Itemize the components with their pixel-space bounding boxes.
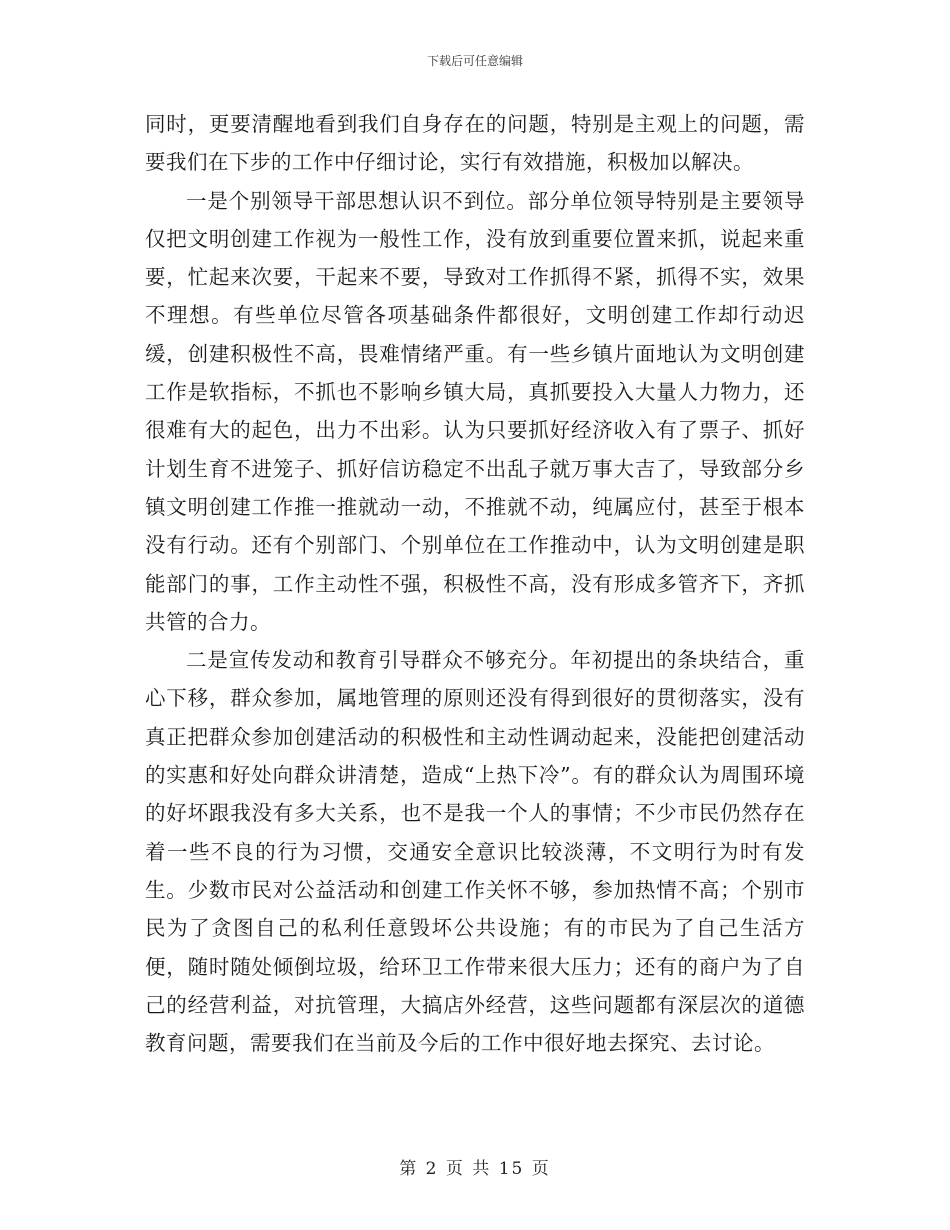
page-header: 下载后可任意编辑: [426, 54, 523, 68]
page-number: 第 2 页 共 15 页: [399, 1159, 551, 1179]
paragraph-publicity-issue: 二是宣传发动和教育引导群众不够充分。年初提出的条块结合，重心下移，群众参加，属地管理的原则还没有得到很好的贯彻落实，没有真正把群众参加创建活动的积极性和主动性调动起来，没能把创建活动的实惠和好处向群众讲清楚，造成“上热下冷”。有的群众认为周围环境的好坏跟我没有多大关系，也不是我一个人的事情；不少市民仍然存在着一些不良的行为习惯，交通安全意识比较淡薄，不文明行为时有发生。少数市民对公益活动和创建工作关怀不够，参加热情不高；个别市民为了贪图自己的私利任意毁坏公共设施；有的市民为了自己生活方便，随时随处倾倒垃圾，给环卫工作带来很大压力；还有的商户为了自己的经营利益，对抗管理，大搞店外经营，这些问题都有深层次的道德教育问题，需要我们在当前及今后的工作中很好地去探究、去讨论。: [145, 648, 805, 1056]
paragraph-continuation: 同时，更要清醒地看到我们自身存在的问题，特别是主观上的问题，需要我们在下步的工作中仔细讨论，实行有效措施，积极加以解决。: [145, 112, 805, 175]
paragraph-leadership-issue: 一是个别领导干部思想认识不到位。部分单位领导特别是主要领导仅把文明创建工作视为一般性工作，没有放到重要位置来抓，说起来重要，忙起来次要，干起来不要，导致对工作抓得不紧，抓得不实，效果不理想。有些单位尽管各项基础条件都很好，文明创建工作却行动迟缓，创建积极性不高，畏难情绪严重。有一些乡镇片面地认为文明创建工作是软指标，不抓也不影响乡镇大局，真抓要投入大量人力物力，还很难有大的起色，出力不出彩。认为只要抓好经济收入有了票子、抓好计划生育不进笼子、抓好信访稳定不出乱子就万事大吉了，导致部分乡镇文明创建工作推一推就动一动，不推就不动，纯属应付，甚至于根本没有行动。还有个别部门、个别单位在工作推动中，认为文明创建是职能部门的事，工作主动性不强，积极性不高，没有形成多管齐下，齐抓共管的合力。: [145, 188, 805, 634]
document-body: [145, 105, 805, 1062]
